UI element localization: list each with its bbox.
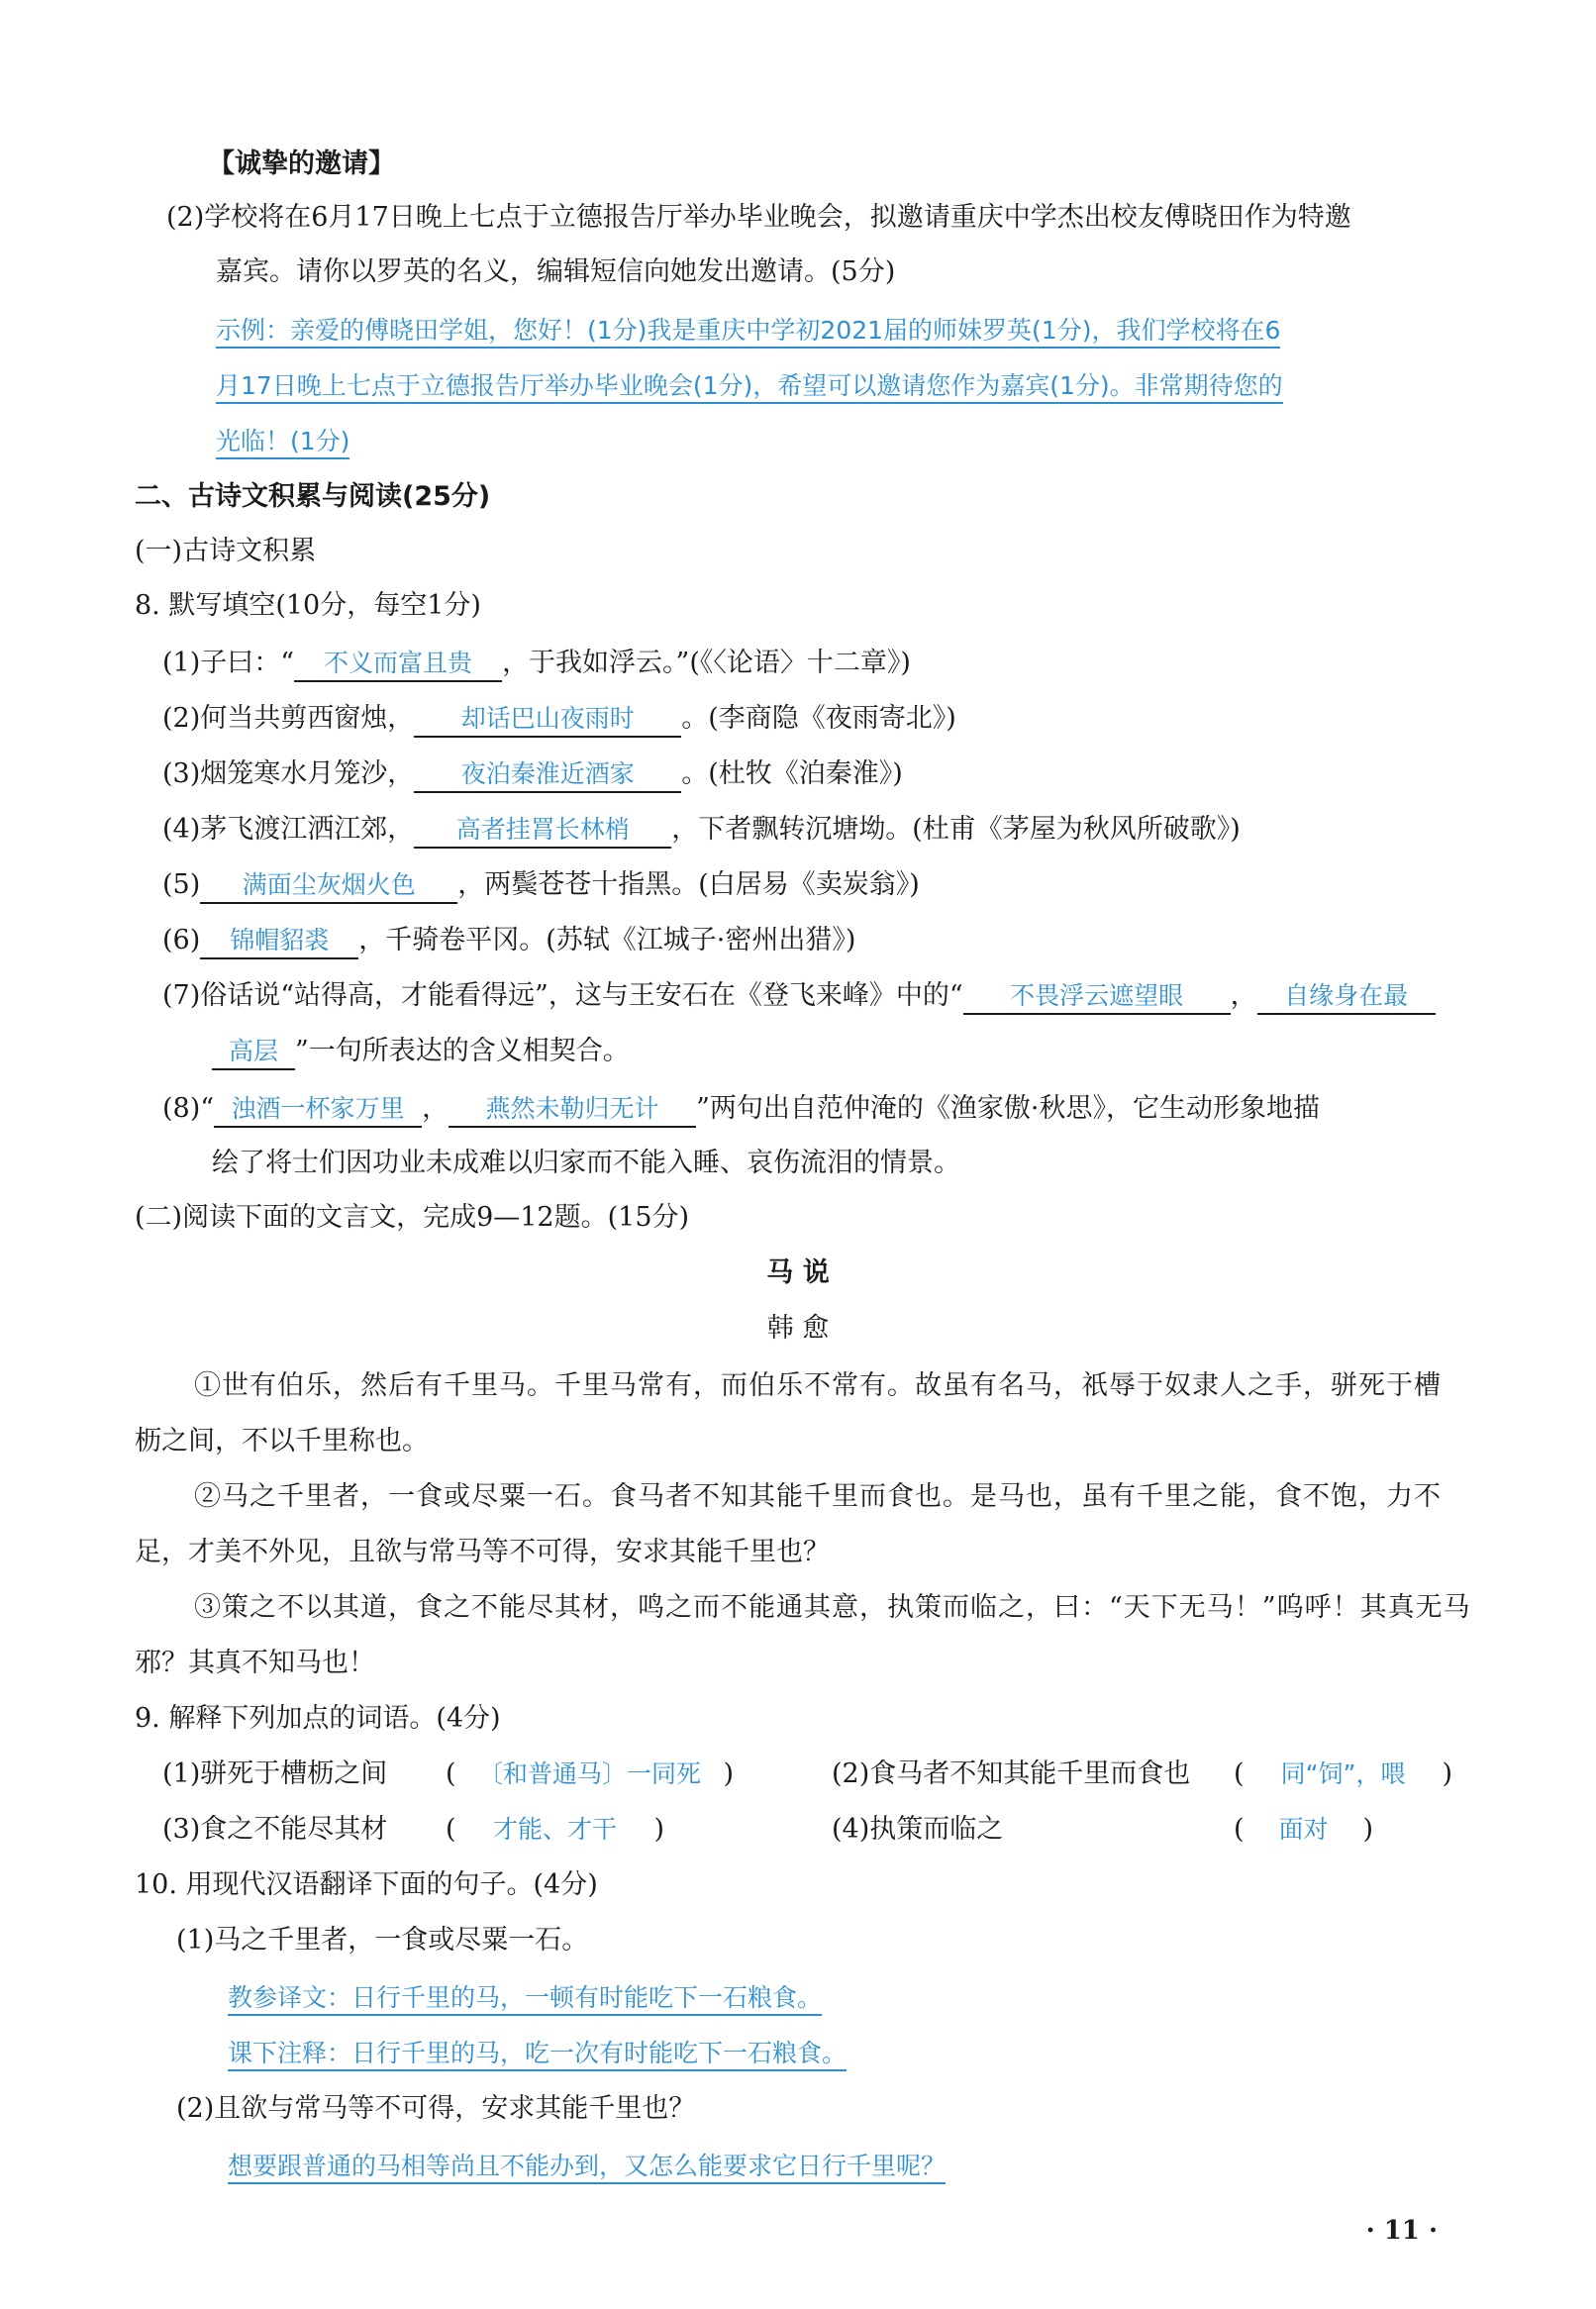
q8-item-5 [162,865,920,905]
q8-7-answer-2: 自缘身在最 [1257,979,1436,1015]
passage-p1-line2: 枥之间，不以千里称也。 [135,1426,429,1456]
q8-1-post: ，于我如浮云。”(《〈论语〉十二章》) [502,648,911,678]
passage-p2-line1: ②马之千里者，一食或尽粟一石。食马者不知其能千里而食也。是马也，虽有千里之能，食不饱，力不 [194,1481,1442,1512]
answer-invite-line2 [216,366,1283,406]
q9-1-answer: 〔和普通马〕一同死 [478,1759,702,1788]
q9-item-2 [832,1755,1190,1794]
q8-item-6 [162,921,855,960]
q8-1-answer: 不义而富且贵 [294,647,502,682]
q8-item-7 [162,976,1436,1016]
q9-item-1-answer: ( 〔和普通马〕一同死 ) [446,1755,734,1794]
section-heading-invite: 【诚挚的邀请】 [208,149,395,179]
q8-3-pre: (3)烟笼寒水月笼沙， [162,758,415,789]
q8-3-post: 。(杜牧《泊秦淮》) [681,758,903,789]
part2-sub1: (一)古诗文积累 [135,536,317,566]
q8-4-answer: 高者挂罥长林梢 [414,813,671,849]
question-9-title: 9. 解释下列加点的词语。(4分) [135,1703,501,1734]
q10-s1-answer-1: 教参译文：日行千里的马，一顿有时能吃下一石粮食。 [228,1983,822,2016]
q8-6-answer: 锦帽貂裘 [200,924,358,959]
q8-7-mid: ， [1230,980,1257,1011]
q10-s1-answer-2: 课下注释：日行千里的马，吃一次有时能吃下一石粮食。 [228,2039,847,2071]
q9-item-4 [832,1810,1003,1850]
q10-s2-answer-line [228,2147,946,2186]
q8-2-pre: (2)何当共剪西窗烛， [162,703,415,734]
q8-8-mid: ， [422,1093,449,1124]
q10-s1-answer-2-line [228,2034,847,2073]
q9-4-answer: 面对 [1278,1815,1329,1844]
answer-text: 月17日晚上七点于立德报告厅举办毕业晚会(1分)，希望可以邀请您作为嘉宾(1分)。非常期待您的 [216,371,1283,404]
q8-7-pre: (7)俗话说“站得高，才能看得远”，这与王安石在《登飞来峰》中的“ [162,980,963,1011]
answer-invite-line1 [216,311,1280,351]
q8-item-4 [162,810,1241,850]
q9-item-1 [162,1755,387,1794]
q8-item-1 [162,644,911,683]
q8-7-answer-1: 不畏浮云遮望眼 [963,979,1231,1015]
q8-6-pre: (6) [162,925,201,955]
answer-invite-line3 [216,422,349,461]
q9-2-answer: 同“饲”，喂 [1280,1759,1406,1788]
q8-3-answer: 夜泊秦淮近酒家 [414,757,681,793]
answer-text: 示例：亲爱的傅晓田学姐，您好！(1分)我是重庆中学初2021届的师妹罗英(1分)，我们学校将在6 [216,316,1280,349]
q8-1-pre: (1)子曰：“ [162,648,295,678]
q8-item-2 [162,699,956,739]
q8-item-3 [162,754,903,794]
q10-sentence-1: (1)马之千里者，一食或尽粟一石。 [176,1925,589,1956]
q9-item-3-answer: ( 才能、才干 ) [446,1810,664,1850]
q8-2-post: 。(李商隐《夜雨寄北》) [681,703,956,734]
q8-5-answer: 满面尘灰烟火色 [200,868,457,904]
q9-3-answer: 才能、才干 [493,1815,618,1844]
q8-5-pre: (5) [162,869,201,900]
answer-text: 光临！(1分) [216,427,349,459]
passage-p3-line1: ③策之不以其道，食之不能尽其材，鸣之而不能通其意，执策而临之，曰：“天下无马！”呜呼！其真无马 [194,1592,1471,1623]
q8-item-7-cont [212,1032,630,1071]
q9-2-text: (2)食马者不知其能千里而食也 [832,1758,1191,1789]
q8-8-answer-1: 浊酒一杯家万里 [214,1092,422,1128]
passage-title: 马 说 [766,1257,830,1288]
q8-4-post: ，下者飘转沉塘坳。(杜甫《茅屋为秋风所破歌》) [671,814,1241,845]
q9-1-text: (1)骈死于槽枥之间 [162,1758,388,1789]
passage-p1-line1: ①世有伯乐，然后有千里马。千里马常有，而伯乐不常有。故虽有名马，祇辱于奴隶人之手，骈死于槽 [194,1370,1442,1401]
q10-s2-answer: 想要跟普通的马相等尚且不能办到，又怎么能要求它日行千里呢？ [228,2152,946,2184]
q9-item-2-answer: ( 同“饲”，喂 ) [1234,1755,1452,1794]
passage-p3-line2: 邪？其真不知马也！ [135,1648,375,1678]
q10-s1-answer-1-line [228,1978,822,2018]
q8-8-answer-2: 燕然未勒归无计 [449,1092,696,1128]
question-2-line2: 嘉宾。请你以罗英的名义，编辑短信向她发出邀请。(5分) [216,256,896,287]
question-10-title: 10. 用现代汉语翻译下面的句子。(4分) [135,1869,598,1900]
q9-item-4-answer: ( 面对 ) [1234,1810,1373,1850]
q9-item-3 [162,1810,387,1850]
q8-8-post: ”两句出自范仲淹的《渔家傲·秋思》，它生动形象地描 [696,1093,1320,1124]
q8-7-answer-3: 高层 [212,1035,295,1070]
q9-4-text: (4)执策而临之 [832,1814,1004,1845]
q8-item-8 [162,1089,1320,1129]
q8-item-8-line2: 绘了将士们因功业未成难以归家而不能入睡、哀伤流泪的情景。 [212,1148,960,1178]
q10-sentence-2: (2)且欲与常马等不可得，安求其能千里也？ [176,2093,696,2124]
q8-6-post: ，千骑卷平冈。(苏轼《江城子·密州出猎》) [358,925,856,955]
q8-5-post: ，两鬓苍苍十指黑。(白居易《卖炭翁》) [457,869,920,900]
q8-2-answer: 却话巴山夜雨时 [414,702,681,738]
q8-7-post: ”一句所表达的含义相契合。 [295,1036,630,1066]
q8-4-pre: (4)茅飞渡江洒江郊， [162,814,415,845]
page-number: · 11 · [1365,2216,1438,2246]
question-2-line1: (2)学校将在6月17日晚上七点于立德报告厅举办毕业晚会，拟邀请重庆中学杰出校友傅晓田作为特邀 [166,202,1351,233]
q9-3-text: (3)食之不能尽其材 [162,1814,388,1845]
q8-8-pre: (8)“ [162,1093,215,1124]
passage-author: 韩 愈 [766,1313,830,1344]
passage-p2-line2: 足，才美不外见，且欲与常马等不可得，安求其能千里也？ [135,1537,830,1567]
question-8-title: 8. 默写填空(10分，每空1分) [135,590,481,621]
part2-title: 二、古诗文积累与阅读(25分) [135,481,491,512]
part2-sub2: (二)阅读下面的文言文，完成9—12题。(15分) [135,1202,690,1233]
